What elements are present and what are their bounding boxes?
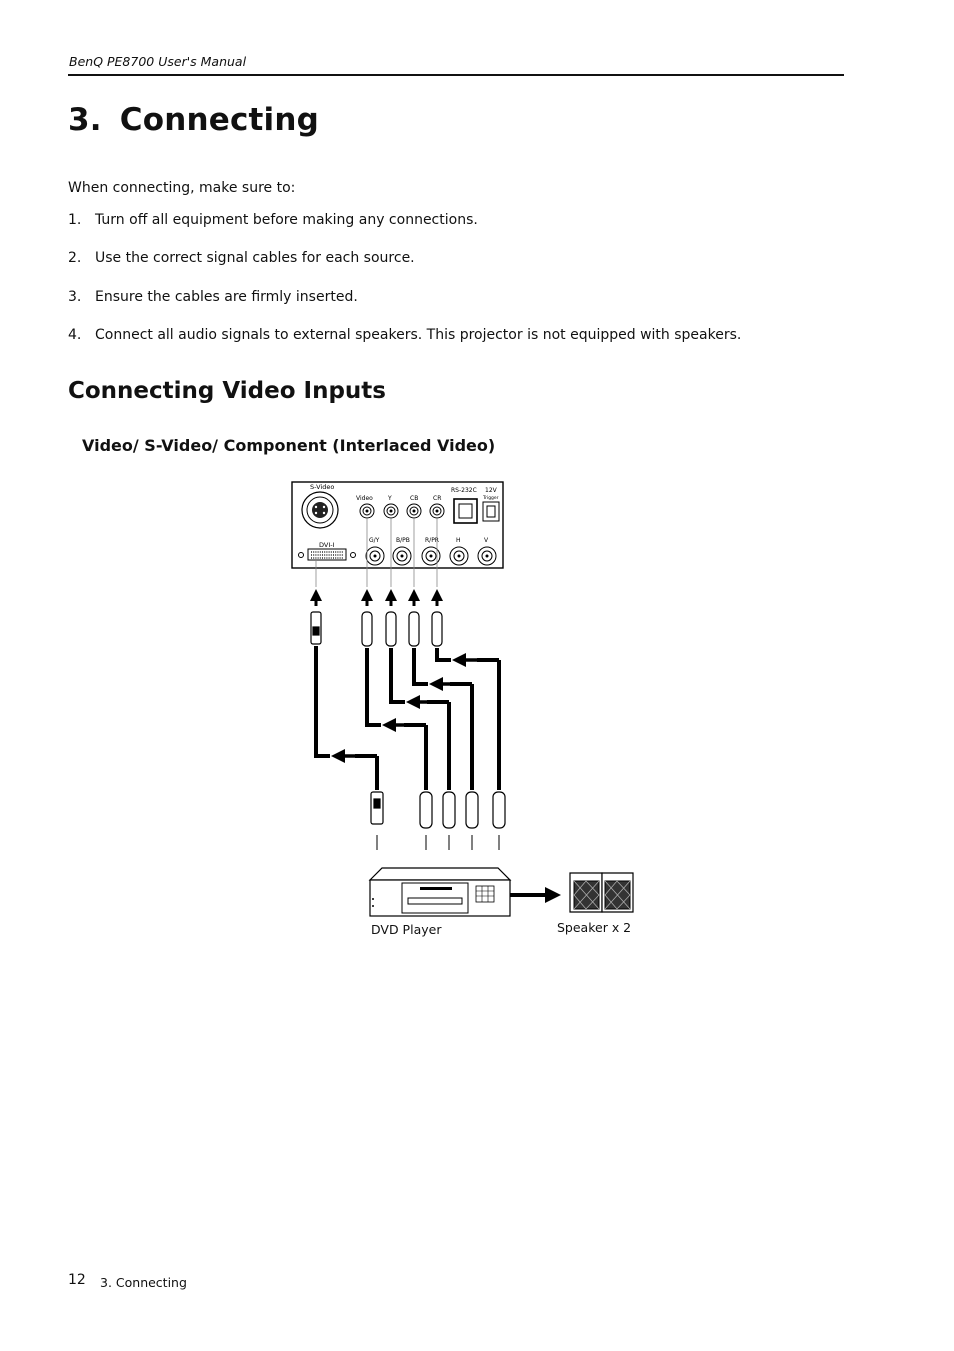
- lower-plugs: [371, 792, 505, 828]
- bnc-jack-gy: [366, 547, 384, 565]
- video-port-label: Video: [356, 495, 373, 502]
- chapter-number: 3.: [68, 102, 102, 138]
- dvd-player: [370, 868, 510, 916]
- rca-plug-video-bottom: [420, 792, 432, 828]
- cables: [316, 646, 499, 790]
- bnc-jack-h: [450, 547, 468, 565]
- step-number: 1.: [68, 212, 82, 228]
- rpr-port-label: R/PR: [425, 537, 439, 544]
- rca-plug-cb-bottom: [466, 792, 478, 828]
- step-text: Use the correct signal cables for each source.: [95, 250, 415, 266]
- dvi-label: DVI-I: [319, 541, 335, 549]
- rca-plug-cb-top: [409, 612, 419, 646]
- rca-plug-y-top: [386, 612, 396, 646]
- trigger-label: Trigger: [483, 496, 499, 501]
- arrows-up: [316, 595, 437, 606]
- intro-text: When connecting, make sure to:: [68, 180, 296, 196]
- cb-port-label: CB: [410, 495, 419, 502]
- bnc-jack-bpb: [393, 547, 411, 565]
- rca-jack-cr: [430, 504, 444, 518]
- upper-plugs: [311, 612, 442, 646]
- arrows-left: [338, 660, 477, 756]
- projector-panel: [292, 482, 503, 568]
- step-text: Connect all audio signals to external speakers. This projector is not equipped with speakers.: [95, 327, 742, 343]
- rca-plug-cr-bottom: [493, 792, 505, 828]
- rca-plug-video-top: [362, 612, 372, 646]
- speakers: [570, 873, 633, 912]
- rca-jack-video: [360, 504, 374, 518]
- step-number: 4.: [68, 327, 82, 343]
- page-number: 12: [68, 1272, 86, 1288]
- rca-jack-y: [384, 504, 398, 518]
- cr-port-label: CR: [433, 495, 442, 502]
- plug-tips: [377, 835, 499, 850]
- rca-jack-cb: [407, 504, 421, 518]
- dvd-player-label: DVD Player: [371, 922, 442, 937]
- bnc-jack-v: [478, 547, 496, 565]
- footer-chapter: 3. Connecting: [100, 1275, 187, 1290]
- rca-plug-y-bottom: [443, 792, 455, 828]
- section-title: Connecting Video Inputs: [68, 378, 386, 404]
- 12v-label: 12V: [485, 487, 497, 494]
- h-port-label: H: [456, 537, 461, 544]
- manual-title: BenQ PE8700 User's Manual: [69, 54, 247, 69]
- speaker-label: Speaker x 2: [557, 920, 632, 935]
- step-number: 3.: [68, 289, 82, 305]
- step-number: 2.: [68, 250, 82, 266]
- step-text: Turn off all equipment before making any connections.: [95, 212, 478, 228]
- rs232c-port: [454, 499, 477, 523]
- trigger-port: [483, 502, 499, 521]
- chapter-title-text: Connecting: [119, 102, 320, 138]
- rs232c-label: RS-232C: [451, 487, 477, 494]
- step-text: Ensure the cables are firmly inserted.: [95, 289, 358, 305]
- bpb-port-label: B/PB: [396, 537, 410, 544]
- subsection-title: Video/ S-Video/ Component (Interlaced Video): [82, 436, 496, 455]
- svideo-label: S-Video: [310, 483, 335, 491]
- rca-plug-cr-top: [432, 612, 442, 646]
- y-port-label: Y: [388, 495, 392, 502]
- gy-port-label: G/Y: [369, 537, 380, 544]
- v-port-label: V: [484, 537, 489, 544]
